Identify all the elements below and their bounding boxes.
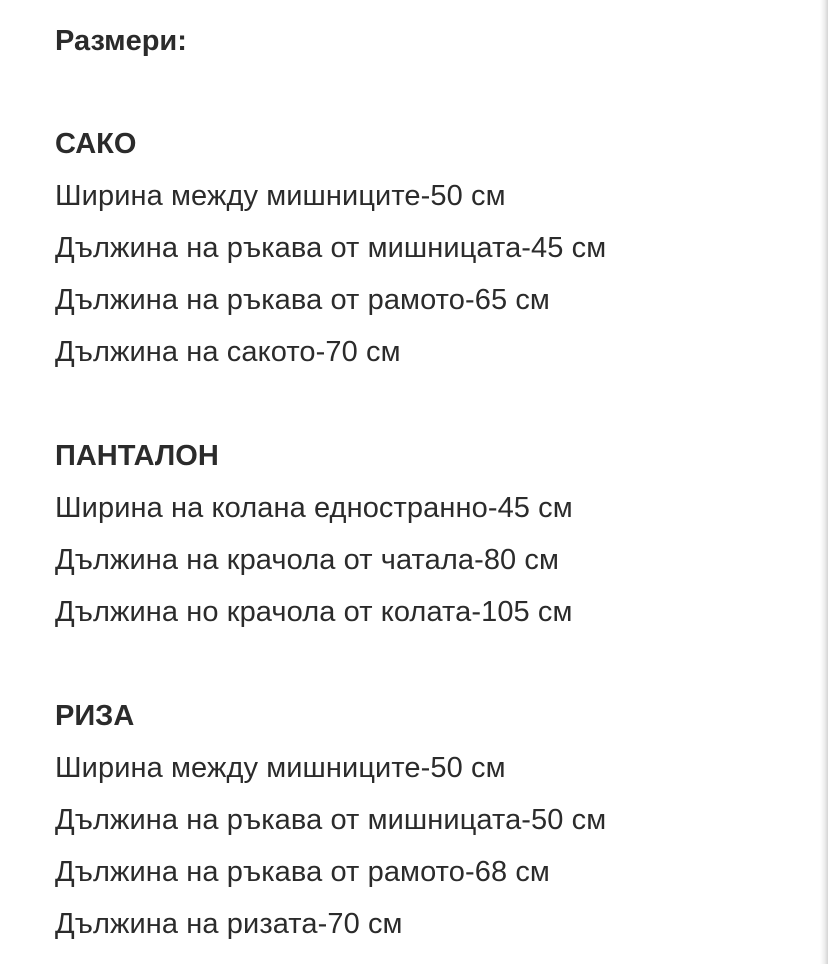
shirt-measure-line: Дължина на ръкава от рамото-68 см — [55, 856, 550, 888]
jacket-measure-line: Дължина на ръкава от мишницата-45 см — [55, 232, 607, 264]
page-title: Размери: — [55, 25, 187, 57]
shirt-measure-line: Дължина на ризата-70 см — [55, 908, 403, 940]
shirt-measure-line: Дължина на ръкава от мишницата-50 см — [55, 804, 607, 836]
section-jacket — [55, 124, 606, 384]
section-shirt — [55, 696, 606, 956]
page-edge-shadow — [820, 0, 828, 964]
section-heading-jacket: САКО — [55, 128, 137, 160]
jacket-measure-line: Ширина между мишниците-50 см — [55, 180, 506, 212]
trousers-measure-line: Дължина но крачола от колата-105 см — [55, 596, 573, 628]
trousers-measure-line: Дължина на крачола от чатала-80 см — [55, 544, 560, 576]
section-heading-shirt: РИЗА — [55, 700, 135, 732]
section-heading-trousers: ПАНТАЛОН — [55, 440, 219, 472]
jacket-measure-line: Дължина на ръкава от рамото-65 см — [55, 284, 550, 316]
trousers-measure-line: Ширина на колана едностранно-45 см — [55, 492, 573, 524]
size-document — [55, 0, 828, 964]
jacket-measure-line: Дължина на сакото-70 см — [55, 336, 401, 368]
shirt-measure-line: Ширина между мишниците-50 см — [55, 752, 506, 784]
section-trousers — [55, 436, 573, 644]
